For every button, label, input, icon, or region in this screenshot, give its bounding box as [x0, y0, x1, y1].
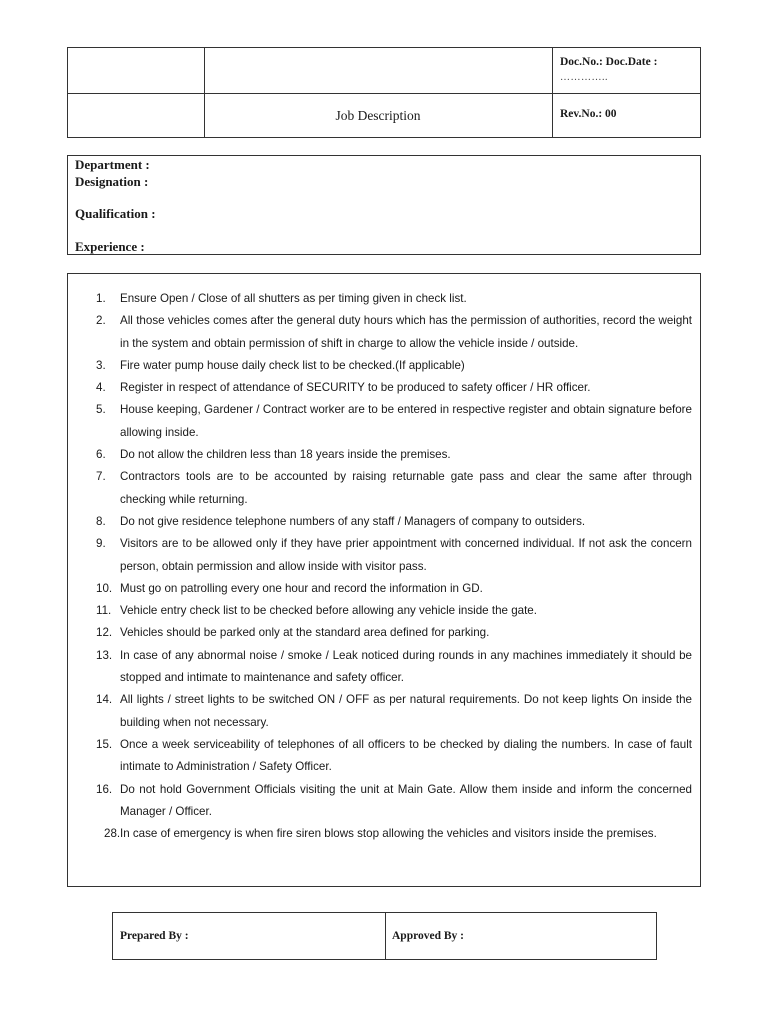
duty-text: All those vehicles comes after the general duty hours which has the permission of authorities, record the weight in the system and obtain permission of shift in charge to allow the vehicle inside / outside. [120, 314, 692, 350]
duty-number: 11. [96, 604, 112, 618]
duty-number: 3. [96, 358, 106, 372]
duty-item [68, 310, 700, 355]
duty-item [68, 399, 700, 444]
doc-date-placeholder: ………….. [560, 72, 608, 83]
duty-text: Do not allow the children less than 18 years inside the premises. [120, 448, 451, 462]
duty-item [68, 533, 700, 578]
duty-text: Do not hold Government Officials visiting the unit at Main Gate. Allow them inside and inform the concerned Manager / Officer. [120, 782, 692, 818]
duty-number: 13. [96, 648, 113, 662]
duty-item [68, 466, 700, 511]
designation-label: Designation : [75, 174, 149, 189]
department-label: Department : [75, 157, 150, 172]
approved-by-label: Approved By : [392, 930, 464, 942]
signoff-table [112, 912, 657, 960]
duty-number: 2. [96, 314, 106, 328]
duty-item [68, 288, 700, 310]
header-row-divider [68, 93, 700, 94]
duty-number: 12. [96, 626, 113, 640]
duty-item [68, 689, 700, 734]
duty-text: Vehicle entry check list to be checked before allowing any vehicle inside the gate. [120, 604, 537, 618]
duty-text: Once a week serviceability of telephones of all officers to be checked by dialing the numbers. In case of fault intimate to Administration / Safety Officer. [120, 737, 692, 774]
qualification-label: Qualification : [75, 206, 156, 221]
prepared-by-label: Prepared By : [120, 930, 189, 942]
duty-text: Visitors are to be allowed only if they have prier appointment with concerned individual. If not ask the concern person, obtain permission and allow inside with visitor pass. [120, 537, 692, 573]
duty-text: Fire water pump house daily check list to be checked.(If applicable) [120, 358, 465, 372]
duty-text: Contractors tools are to be accounted by raising returnable gate pass and clear the same after through checking while returning. [120, 470, 692, 506]
duty-text: In case of any abnormal noise / smoke / Leak noticed during rounds in any machines immediately it should be stopped and intimate to maintenance and safety officer. [120, 648, 692, 685]
duty-number: 6. [96, 448, 106, 462]
duty-number: 4. [96, 381, 106, 395]
experience-label: Experience : [75, 239, 145, 254]
duty-item [68, 823, 700, 845]
duty-number: 7. [96, 470, 106, 484]
duty-item [68, 578, 700, 600]
duty-item [68, 622, 700, 644]
duty-number: 28. [104, 827, 121, 841]
duty-text: Vehicles should be parked only at the standard area defined for parking. [120, 626, 490, 640]
duty-text: Ensure Open / Close of all shutters as per timing given in check list. [120, 292, 467, 305]
duty-number: 8. [96, 514, 106, 528]
duty-number: 10. [96, 581, 113, 595]
document-title: Job Description [335, 108, 421, 123]
duty-text: Register in respect of attendance of SECURITY to be produced to safety officer / HR officer. [120, 381, 591, 395]
signoff-divider [385, 913, 386, 959]
duty-number: 14. [96, 693, 113, 707]
rev-no-label: Rev.No.: 00 [560, 108, 617, 120]
duty-text: Do not give residence telephone numbers of any staff / Managers of company to outsiders. [120, 514, 586, 528]
duty-number: 16. [96, 782, 113, 796]
duty-number: 15. [96, 737, 113, 751]
document-header-table [67, 47, 701, 138]
duty-item [68, 355, 700, 377]
doc-no-date-label: Doc.No.: Doc.Date : [560, 56, 658, 68]
job-info-box [67, 155, 701, 255]
duty-item [68, 600, 700, 622]
duty-number: 5. [96, 403, 106, 417]
duty-item [68, 511, 700, 533]
duty-text: House keeping, Gardener / Contract worker are to be entered in respective register and obtain signature before allowing inside. [120, 403, 692, 439]
duty-item [68, 779, 700, 824]
duty-item [68, 645, 700, 690]
duties-list [68, 288, 700, 845]
duty-number: 1. [96, 292, 106, 305]
duty-number: 9. [96, 537, 106, 551]
duty-text: Must go on patrolling every one hour and record the information in GD. [120, 581, 483, 595]
duty-text: In case of emergency is when fire siren blows stop allowing the vehicles and visitors inside the premises. [120, 827, 657, 841]
duty-text: All lights / street lights to be switched ON / OFF as per natural requirements. Do not keep lights On inside the building when not necessary. [120, 693, 692, 729]
duty-item [68, 377, 700, 399]
duties-box [67, 273, 701, 887]
duty-item [68, 734, 700, 779]
duty-item [68, 444, 700, 466]
